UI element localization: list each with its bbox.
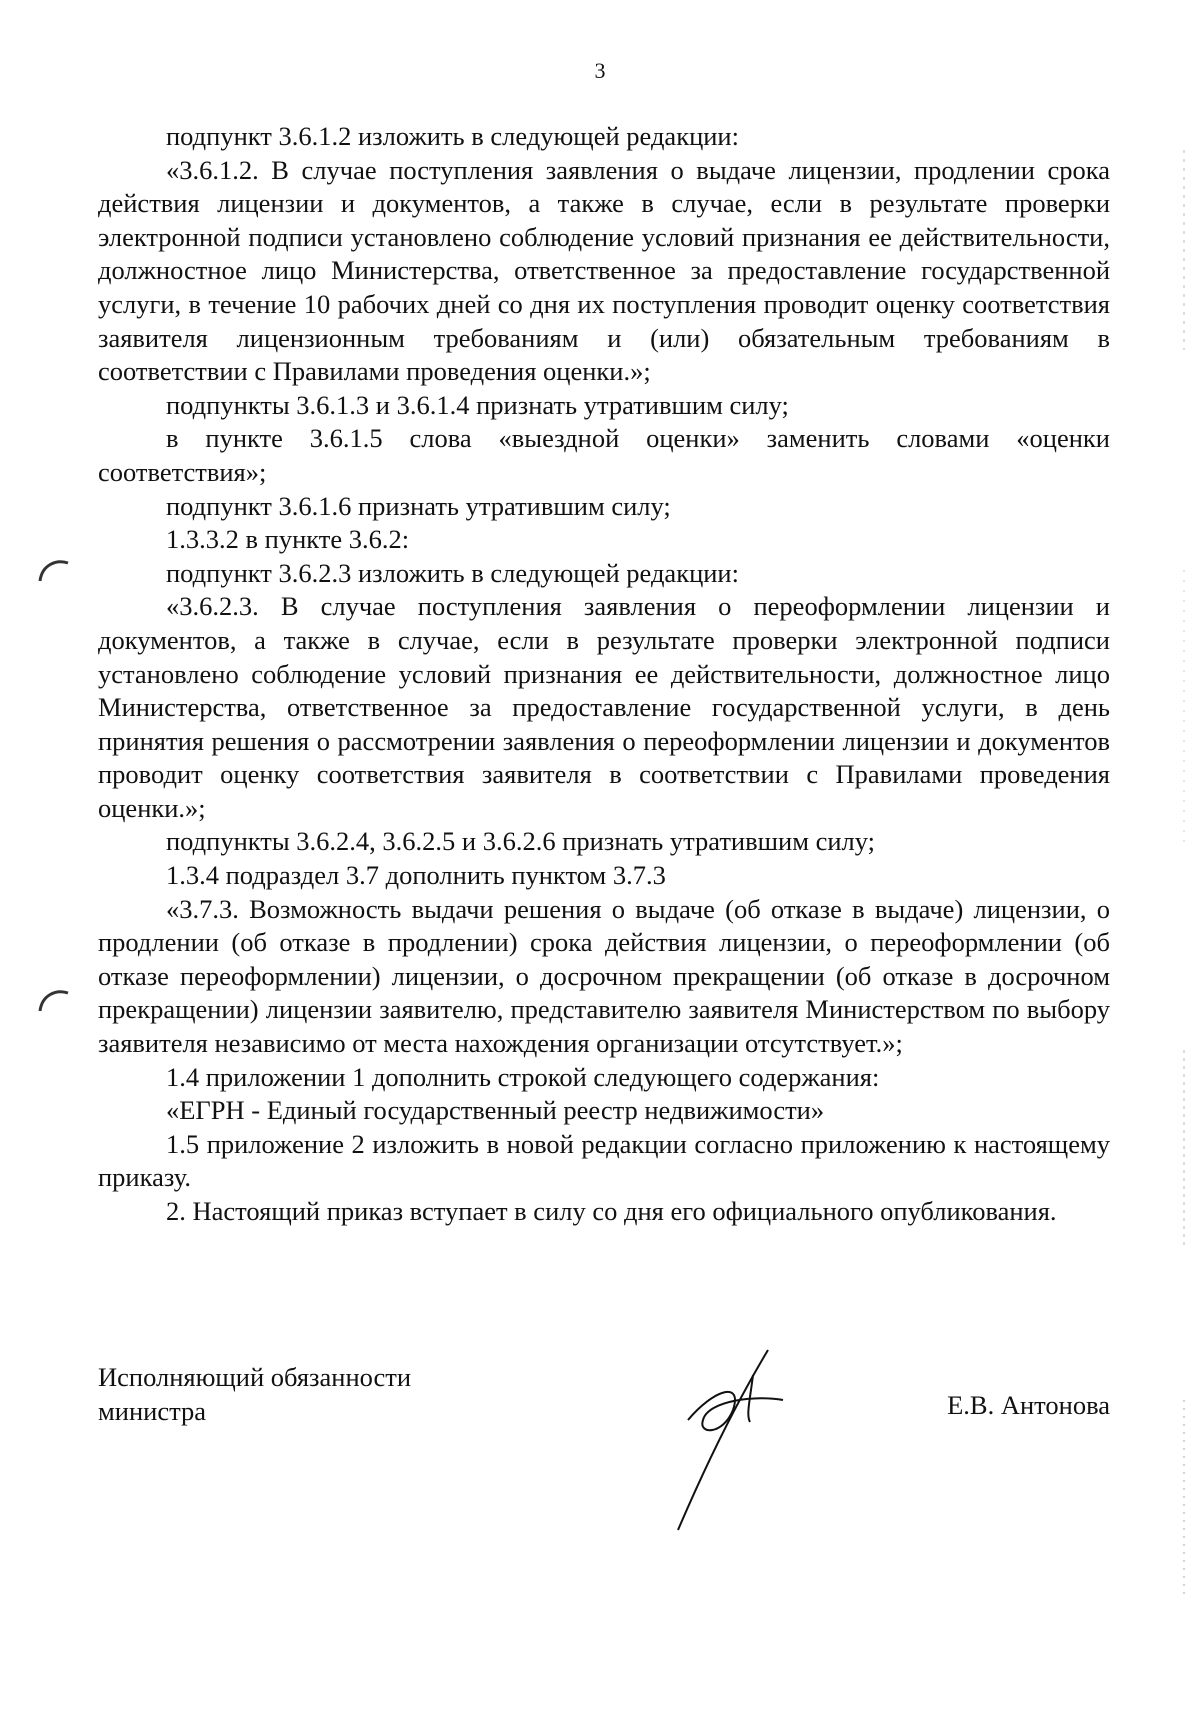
scan-hole-icon: [36, 985, 70, 1015]
paragraph: «ЕГРН - Единый государственный реестр недвижимости»: [166, 1095, 825, 1126]
signature-block: [98, 1360, 1110, 1560]
document-body: [98, 120, 1110, 1229]
signer-name: Е.В. Антонова: [947, 1390, 1110, 1420]
paragraph: подпункт 3.6.1.6 признать утратившим силу;: [166, 490, 671, 521]
scan-hole-icon: [36, 555, 70, 585]
handwritten-signature-icon: [658, 1340, 818, 1540]
signer-title: [98, 1360, 411, 1428]
signer-title-line: министра: [98, 1396, 206, 1426]
paragraph: «3.6.2.3. В случае поступления заявления о переоформлении лицензии и документов, а также в случае, если в результате проверки электронной подписи установлено соблюдение условий признания ее действительности, должностное лицо Министерства, ответственное за предоставление государственной услуги, в день принятия решения о рассмотрении заявления о переоформлении лицензии и документов проводит оценку соответствия заявителя в соответствии с Правилами проведения оценки.»;: [98, 591, 1110, 823]
paragraph: в пункте 3.6.1.5 слова «выездной оценки» заменить словами «оценки соответствия»;: [98, 423, 1110, 487]
paragraph: подпункт 3.6.2.3 изложить в следующей редакции:: [166, 557, 739, 588]
paragraph: 1.3.4 подраздел 3.7 дополнить пунктом 3.7.3: [166, 860, 666, 891]
paragraph: «3.6.1.2. В случае поступления заявления о выдаче лицензии, продлении срока действия лицензии и документов, а также в случае, если в результате проверки электронной подписи установлено соблюдение условий признания ее действительности, должностное лицо Министерства, ответственное за предоставление государственной услуги, в течение 10 рабочих дней со дня их поступления проводит оценку соответствия заявителя лицензионным требованиям и (или) обязательным требованиям в соответствии с Правилами проведения оценки.»;: [98, 154, 1110, 387]
paragraph: «3.7.3. Возможность выдачи решения о выдаче (об отказе в выдаче) лицензии, о продлении (об отказе в продлении) срока действия лицензии, о переоформлении (об отказе переоформлении) лицензии, о досрочном прекращении (об отказе в досрочном прекращении) лицензии заявителю, представителю заявителя Министерством по выбору заявителя независимо от места нахождения организации отсутствует.»;: [98, 893, 1110, 1059]
paragraph: 1.5 приложение 2 изложить в новой редакции согласно приложению к настоящему приказу.: [98, 1128, 1110, 1193]
paragraph: подпункты 3.6.1.3 и 3.6.1.4 признать утратившим силу;: [166, 389, 789, 420]
page-number: 3: [594, 58, 606, 83]
signer-title-line: Исполняющий обязанности: [98, 1362, 412, 1392]
paragraph: подпункт 3.6.1.2 изложить в следующей редакции:: [166, 121, 739, 151]
paragraph: 1.4 приложении 1 дополнить строкой следующего содержания:: [166, 1061, 880, 1092]
paragraph: подпункты 3.6.2.4, 3.6.2.5 и 3.6.2.6 признать утратившим силу;: [166, 826, 876, 857]
scan-edge-noise: [1180, 150, 1188, 1600]
paragraph: 2. Настоящий приказ вступает в силу со дня его официального опубликования.: [166, 1196, 1057, 1226]
paragraph: 1.3.3.2 в пункте 3.6.2:: [166, 524, 410, 555]
